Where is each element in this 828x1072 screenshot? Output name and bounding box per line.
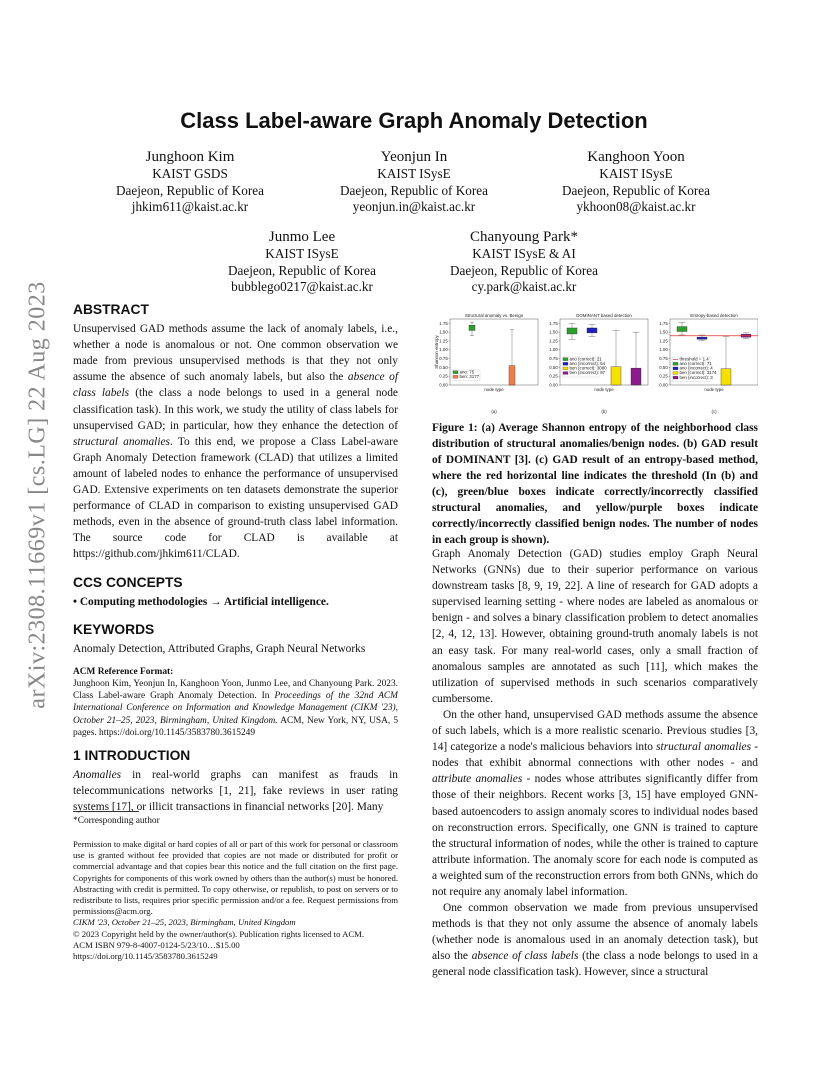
right-column [432, 546, 758, 981]
paper-title: Class Label-aware Graph Anomaly Detection [180, 108, 648, 133]
acm-ref-heading: ACM Reference Format: [73, 666, 174, 677]
author-email: ykhoon08@kaist.ac.kr [576, 199, 696, 214]
y-tick-label: 0.50 [549, 364, 558, 370]
legend-label: ano (incorrect): 4 [679, 365, 713, 371]
author-block [556, 148, 716, 216]
intro-heading: 1 INTRODUCTION [73, 748, 191, 764]
y-tick-label: 1.00 [659, 347, 668, 353]
figure-1 [432, 313, 758, 419]
panel-letter: (c) [711, 409, 717, 414]
legend-swatch [563, 367, 568, 370]
y-tick-label: 0.00 [659, 382, 668, 388]
legend-label: ano: 75 [459, 369, 475, 375]
y-tick-label: 0.25 [439, 373, 448, 379]
author-location: Daejeon, Republic of Korea [228, 262, 376, 278]
box [721, 369, 731, 385]
author-affiliation: KAIST GSDS [152, 166, 228, 181]
y-tick-label: 1.50 [659, 329, 668, 335]
legend-label: threshold = 1.4 [679, 356, 709, 362]
keywords-heading: KEYWORDS [73, 621, 155, 637]
acm-reference [73, 666, 398, 739]
author-email: jhkim611@kaist.ac.kr [131, 199, 249, 214]
footnote-rule [73, 811, 139, 812]
box [677, 327, 687, 332]
legend-swatch [453, 375, 458, 378]
figure-caption: Figure 1: (a) Average Shannon entropy of the neighborhood class distribution of structural anomalies/benign nodes. (b) GAD result of DOMINANT [3]. (c) GAD result of an entropy-based method, where the red horizontal line indicates the threshold (In (b) and (c), green/blue boxes indicate correctly/incorrectly classified structural anomalies, and yellow/purple boxes indicate correctly/incorrectly classified benign nodes. The number of nodes in each group is shown). [432, 422, 758, 546]
copyright-line: © 2023 Copyright held by the owner/author(s). Publication rights licensed to ACM. [73, 928, 365, 939]
author-block [444, 228, 604, 296]
paragraph: On the other hand, unsupervised GAD methods assume the absence of such labels, which is a more realistic scenario. Previous studies [3, 14] categorize a node's malicious behaviors into structural anomalies - nodes that exhibit abnormal connections with other nodes - and attribute anomalies - nodes whose attributes significantly differ from those of their neighbors. Recent works [3, 15] have employed GNN-based autoencoders to assign anomaly scores to individual nodes based on reconstruction errors. Specifically, one GNN is trained to capture the structural information of nodes, while the other is trained to capture attribute information. The anomaly score for each node is computed as a weighted sum of the reconstruction errors from both GNNs, which do not require any anomaly label information. [432, 708, 759, 898]
ccs-text: • Computing methodologies → Artificial intelligence. [73, 595, 329, 608]
author-affiliation: KAIST ISysE [377, 166, 451, 181]
legend-label: ano (correct): 21 [569, 356, 602, 362]
abstract-text: Unsupervised GAD methods assume the lack of anomaly labels, i.e., whether a node is anomalous or not. One common observation we made from previous unsupervised methods is that they not only assume the absence of such anomaly labels, but also the absence of class labels (the class a node belongs to used in a general node classification task). In this work, we study the utility of class labels for unsupervised GAD; in particular, how they enhance the detection of structural anomalies. To this end, we propose a Class Label-aware Graph Anomaly Detection framework (CLAD) that utilizes a limited amount of labeled nodes to enhance the performance of unsupervised GAD. Extensive experiments on ten datasets demonstrate the superior performance of CLAD in comparison to existing unsupervised GAD methods, even in the absence of ground-truth class label information. The source code for CLAD is available at https://github.com/jhkim611/CLAD. [73, 323, 398, 561]
y-tick-label: 0.25 [549, 373, 558, 379]
y-tick-label: 1.00 [549, 347, 558, 353]
y-tick-label: 0.75 [659, 356, 668, 361]
arxiv-id: arXiv:2308.11669v1 [cs.LG] 22 Aug 2023 [24, 281, 51, 709]
isbn-line: ACM ISBN 979-8-4007-0124-5/23/10…$15.00 [73, 939, 240, 950]
author-email: yeonjun.in@kaist.ac.kr [352, 199, 476, 214]
legend-label: ben (correct): 3080 [569, 365, 607, 371]
y-tick-label: 1.25 [659, 338, 668, 344]
box [697, 337, 707, 339]
footnote: *Corresponding author [73, 816, 160, 826]
paragraph: One common observation we made from previous unsupervised methods is that they not only assume the absence of anomaly labels (whether node is anomalous used in an anomaly detection task), but also the absence of class labels (the class a node belongs to used in a general node classification task). However, since a structural [432, 902, 758, 979]
legend-label: ben (incorrect): 3 [679, 374, 713, 380]
y-tick-label: 0.50 [439, 364, 448, 370]
y-tick-label: 0.75 [549, 356, 558, 361]
paragraph: Graph Anomaly Detection (GAD) studies employ Graph Neural Networks (GNNs) due to their superior performance on various downstream tasks [8, 9, 19, 22]. A line of research for GAD adopts a supervised learning setting - where nodes are labeled as anomalous or benign - and solves a binary classification problem to detect anomalies [2, 4, 12, 13]. However, obtaining ground-truth anomaly labels is not an easy task. For many real-world cases, only a small fraction of anomalous samples are annotated as such [11], which makes the utilization of supervised methods in such scenarios comparatively cumbersome. [432, 548, 758, 705]
ccs-heading: CCS CONCEPTS [73, 574, 183, 590]
author-email: bubblego0217@kaist.ac.kr [231, 279, 373, 294]
legend-swatch [673, 362, 678, 365]
arxiv-sidebar [10, 280, 66, 710]
author-email: cy.park@kaist.ac.kr [471, 279, 577, 294]
box [631, 368, 641, 385]
legend-swatch [563, 372, 568, 375]
author-location: Daejeon, Republic of Korea [562, 182, 710, 198]
box [611, 367, 621, 385]
author-name: Junghoon Kim [145, 149, 235, 165]
abstract-heading: ABSTRACT [73, 302, 149, 317]
legend-swatch [563, 362, 568, 365]
panel-title: Structural anomaly vs. Benign [464, 313, 524, 318]
y-tick-label: 0.00 [549, 382, 558, 388]
author-affiliation: KAIST ISysE [265, 246, 339, 261]
legend-label: ben (correct): 3174 [679, 370, 717, 376]
legend-label: ano (incorrect): 54 [569, 361, 606, 366]
legend-swatch [453, 371, 458, 374]
legend-label: ben: 3177 [459, 374, 480, 379]
author-name: Chanyoung Park* [470, 229, 578, 245]
x-axis-label: node type [594, 387, 614, 392]
legend-swatch [673, 376, 678, 379]
left-column [73, 302, 398, 815]
panel-letter: (b) [601, 409, 607, 414]
y-tick-label: 0.00 [439, 382, 448, 388]
box [509, 366, 515, 385]
y-tick-label: 1.00 [439, 347, 448, 353]
box [587, 328, 597, 333]
x-axis-label: node type [484, 387, 504, 392]
author-block [110, 148, 270, 216]
y-tick-label: 1.50 [549, 329, 558, 335]
keywords-text: Anomaly Detection, Attributed Graphs, Graph Neural Networks [73, 642, 366, 655]
legend-swatch [673, 372, 678, 375]
y-tick-label: 1.75 [549, 320, 558, 326]
box [567, 328, 577, 334]
y-axis-label: Shannon entropy [434, 335, 439, 369]
permission-block [73, 839, 398, 962]
author-affiliation: KAIST ISysE [599, 166, 673, 181]
acm-ref-text: Junghoon Kim, Yeonjun In, Kanghoon Yoon, Junmo Lee, and Chanyoung Park. 2023. Class Label-aware Graph Anomaly Detection. In Proceedings of the 32nd ACM International Conference on Information and Knowledge Management (CIKM '23), October 21–25, 2023, Birmingham, United Kingdom. ACM, New York, NY, USA, 5 pages. https://doi.org/10.1145/3583780.3615249 [73, 679, 399, 738]
legend-label: ano (correct): 71 [679, 361, 712, 366]
y-tick-label: 1.25 [549, 338, 558, 344]
author-location: Daejeon, Republic of Korea [450, 262, 598, 278]
panel-letter: (a) [491, 409, 497, 414]
legend-swatch [673, 367, 678, 370]
author-block [334, 148, 494, 216]
author-affiliation: KAIST ISysE & AI [472, 246, 576, 261]
author-location: Daejeon, Republic of Korea [116, 182, 264, 198]
y-tick-label: 0.75 [439, 356, 448, 361]
legend-swatch [563, 358, 568, 361]
legend-label: ben (incorrect): 97 [569, 370, 606, 376]
y-tick-label: 1.75 [439, 320, 448, 326]
permission-text: Permission to make digital or hard copies of all or part of this work for personal or classroom use is granted without fee provided that copies are not made or distributed for profit or commercial advantage and that copies bear this notice and the full citation on the first page. Copyrights for components of this work owned by others than the author(s) must be honored. Abstracting with credit is permitted. To copy otherwise, or republish, to post on servers or to redistribute to lists, requires prior specific permission and/or a fee. Request permissions from permissions@acm.org. [73, 839, 398, 917]
doi-line: https://doi.org/10.1145/3583780.3615249 [73, 951, 218, 962]
author-name: Kanghoon Yoon [587, 149, 685, 165]
author-block [222, 228, 382, 296]
panel-title: DOMINANT based detection [576, 313, 632, 318]
y-tick-label: 1.75 [659, 320, 668, 326]
panel-title: Entropy-based detection [690, 313, 738, 318]
author-name: Yeonjun In [380, 149, 448, 165]
x-axis-label: node type [704, 387, 724, 392]
box [469, 325, 475, 330]
author-location: Daejeon, Republic of Korea [340, 182, 488, 198]
venue-line: CIKM '23, October 21–25, 2023, Birmingham, United Kingdom [73, 917, 296, 928]
y-tick-label: 1.25 [439, 338, 448, 344]
author-name: Junmo Lee [268, 229, 336, 245]
y-tick-label: 0.25 [659, 373, 668, 379]
y-tick-label: 0.50 [659, 364, 668, 370]
intro-text: Anomalies in real-world graphs can manifest as frauds in telecommunications networks [1, 21], fake reviews in user rating systems [17], or illicit transactions in financial networks [20]. Many [73, 769, 398, 814]
y-tick-label: 1.50 [439, 329, 448, 335]
